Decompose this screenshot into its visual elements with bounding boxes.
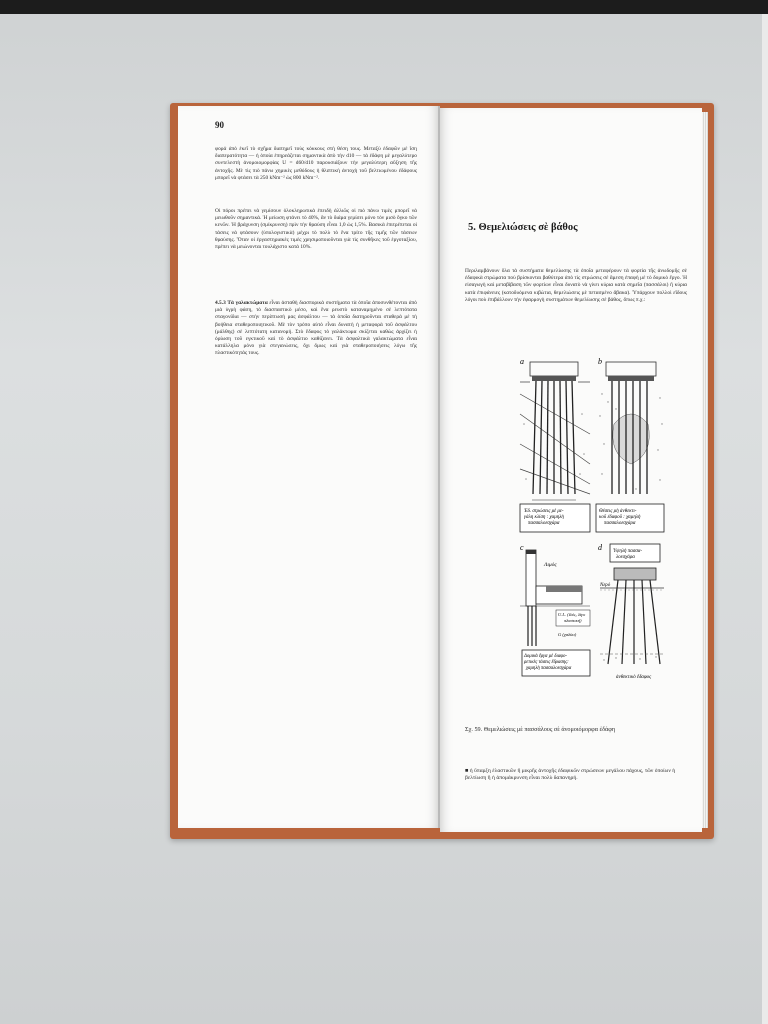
scanner-top-edge	[0, 0, 768, 14]
panel-label-a: a	[520, 357, 524, 366]
panel-label-d: d	[598, 543, 602, 552]
bullet-icon: ■	[465, 768, 469, 774]
figure-panel-a	[520, 357, 590, 532]
panel-label-c: c	[520, 543, 524, 552]
left-page	[178, 106, 440, 828]
svg-text:Ἐδ. στρώσεις μὲ με- γά: Ἐδ. στρώσεις μὲ με- γάλη κλίση : χαμηλὴ πασσαλοεσχάρα	[524, 509, 564, 526]
chapter-title: 5. Θεμελιώσεις σὲ βάθος	[468, 222, 578, 233]
chapter-intro: Περιλαμβάνουν ὅλα τὰ συστήματα θεμελίωσης τὰ ὁποῖα μεταφέρουν τὰ φορτία τῆς ἀνωδομῆς σὲ ἐδαφικὰ στρώματα ποὺ βρίσκονται βαθύτερα ἀπὸ τὶς στρώσεις σὲ ἄμεση ἐπαφὴ μὲ τὸ δομικὸ ἔργο. Ἡ εἰσαγωγὴ καὶ μεταβίβαση τῶν φορτίων εἶναι δυνατὸ νὰ γίνει κύρια κατὰ σημεῖα (πασσάλοι) ἢ κύρια κατὰ ἐπιφάνειες (κατοδυόμενα κιβώτια, θεμελιώσεις μὲ πετασμένο ἄβακα). Ὑπάρχουν πολλοὶ εἴδους λόγοι ποὺ ἐπιβάλλουν τὴν ἐφαρμογὴ συστημάτων θεμελίωσης σὲ βάθος, ὅπως π.χ.:	[465, 268, 687, 303]
left-paragraph-1: φορά ἀπὸ ἐκεῖ τὸ σχῆμα διατηρεῖ τοὺς κόκκους στὴ θέση τους. Μεταξὺ ἐδαφῶν μὲ ἴση διαπερατότητα — ἡ ὁποία ἐπηρεάζεται σημαντικὰ ἀπὸ τὴν d10 — τὰ ἐδάφη μὲ μεγαλύτερο συντελεστὴ ἀνομοιομορφίας U = d60/d10 παρουσιάζουν τὴν μεγαλύτερη αὔξηση τῆς ἀντοχῆς. Μὲ τὶς πιὸ πάνω χημικὲς μεθόδους ἡ θλιπτικὴ ἀντοχὴ τοῦ βελτιωμένου ἐδάφους μπορεῖ νὰ φτάσει τὰ 250 kNm⁻² ὡς 800 kNm⁻².	[215, 146, 417, 181]
svg-text:Ὑψηλὴ πασσα- λοεσχάρα: Ὑψηλὴ πασσα- λοεσχάρα	[613, 549, 643, 560]
left-paragraph-2: Οἱ πόροι πρέπει νὰ γεμίσουν ὁλοκληρωτικὰ ἐπειδὴ ἀλλιῶς οἱ πιὸ πάνω τιμὲς μπορεῖ νὰ μειωθοῦν σημαντικά. Ἡ μείωση φτάνει τὸ 40%, ἂν τὸ διάμα γεμίσει μόνο τὸν μισὸ ὄγκο τῶν κενῶν. Ἡ βράχυνση (σμίκρυνση) πρὶν τὴν θραύση εἶναι 1,0 ὡς 1,5%. Βασικὰ ἐπιτρέπεται οἱ τάσεις νὰ φτάσουν (ὑπολογιστικὰ) μέχρι τὸ πολὺ τὸ ἕνα τρίτο τῆς τιμῆς τῶν τάσεων θραύσης. Ὅταν οἱ ἐργαστηριακὲς τιμὲς χρησιμοποιοῦνται γιὰ τὶς συνθῆκες τοῦ ἐργοταξίου, πρέπει νὰ μειώνονται τουλάχιστο κατὰ 10%.	[215, 208, 417, 251]
right-page	[440, 108, 702, 832]
panel-label-b: b	[598, 357, 602, 366]
svg-text:Δομικὰ ἔργα μὲ διαφο-: Δομικὰ ἔργα μὲ διαφο- ρετικὲς τάσεις ἔδρασης: χαμηλὴ πασσαλοεσχάρα	[524, 654, 572, 671]
bullet-text: ἡ ὕπαρξη ἐλαστικῶν ἢ μικρῆς ἀντοχῆς ἐδαφικῶν στρώσεων μεγάλου πάχους, τῶν ὁποίων ἡ βελτίωση ἢ ἡ ἀπομάκρυνση εἶναι πολὺ δαπανηρή.	[465, 768, 676, 782]
section-text: εἶναι ἀσταθὴ διασπορικὰ συστήματα τὰ ὁποῖα ἀποσυνθέτονται ἀπὸ μιὰ ὑγρὴ φάση, τὸ διασπαστικὸ μέσο, καὶ ἕνα ρευστὸ καταναμημένο σὲ λεπτότατα σταγονίδια — στὴν περίπτωσή μας ἀσφάλτου — τὰ ὁποῖα διατηροῦνται σταθερὰ μὲ τὴ βοήθεια σταθεροποιητικοῦ. Μὲ τὸν τρόπο αὐτὸ εἶναι δυνατὴ ἡ μεταφορὰ τοῦ ἀσφάλτου (μάλθης) σὲ λεπτότατη κατανομή. Στὸ ἔδαφος τὸ γαλάκτωμα σκίζεται καθὼς ἀρχίζει ἡ ὁρίωση τοῦ εγκτικοῦ καὶ τὸ ἀσφάλτιο καθίζανει. Τὰ ἀσφαλτικὰ γαλακτώματα εἶναι κατάλληλα μόνο γιὰ στεγανώσεις, ὄχι ὅμως καὶ γιὰ σταθεροποιήσεις λόγω τῆς πλαστικότητάς τους.	[215, 300, 417, 357]
scanner-right-edge	[762, 14, 768, 1024]
figure-panel-b	[596, 357, 664, 532]
figure-caption: Σχ. 59. Θεμελιώσεις μὲ πασσάλους σὲ ἀνομοιόμορφα ἐδάφη	[465, 726, 616, 733]
svg-text:U.L. (ἰλύς, λίγο πλαστ: U.L. (ἰλύς, λίγο πλαστική)	[558, 612, 586, 623]
figure-panel-d	[598, 543, 664, 680]
section-heading: 4.5.3 Τὰ γαλακτώματα	[215, 300, 268, 306]
pile-foundation-figure	[516, 354, 666, 704]
figure-panel-c	[520, 543, 590, 676]
panel-d-label-base: ἀνθεκτικὸ ἔδαφος	[616, 675, 652, 680]
svg-text:Θέσεις μὴ ἀνθεκτι- κοῦ: Θέσεις μὴ ἀνθεκτι- κοῦ ἐδαφοῦ : χαμηλὴ πασσαλοεσχάρα	[599, 509, 641, 526]
panel-c-label-top: Λιμός	[544, 562, 557, 568]
section-4-5-3	[215, 300, 417, 358]
bullet-note	[465, 768, 687, 783]
panel-c-label-low: G (χαλίκι)	[558, 632, 577, 637]
panel-d-label-water: Νερό	[600, 583, 611, 588]
page-number: 90	[215, 120, 224, 130]
